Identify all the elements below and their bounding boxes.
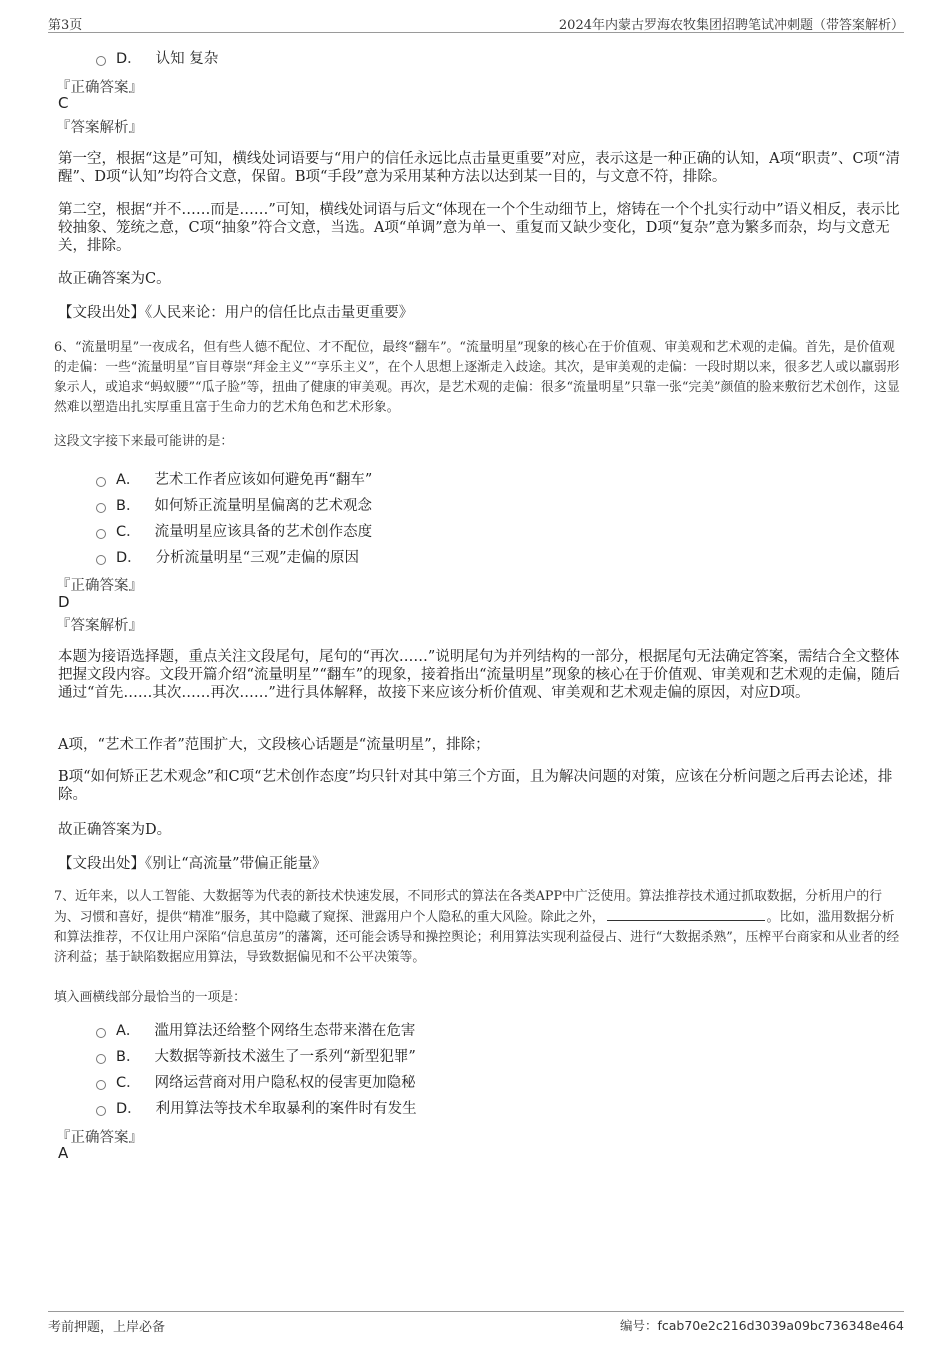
correct-answer-value: C [58,94,69,112]
page-footer [48,1311,904,1336]
q6-option-c[interactable]: C． 流量明星应该具备的艺术创作态度 [96,520,372,541]
question-prompt: 填入画横线部分最恰当的一项是： [54,990,246,1005]
question-stem: 7、近年来，以人工智能、大数据等为代表的新技术快速发展，不同形式的算法在各类APP中广泛使用。算法推荐技术通过抓取数据，分析用户的行为、习惯和喜好，提供“精准”服务，其中隐藏了窥探、泄露用户个人隐私的重大风险。除此之外， 。比如，滥用数据分析和算法推荐，不仅让用户深陷“信息茧房”的藩篱，还可能会诱导和操控舆论；利用算法实现利益侵占、进行“大数据杀熟”，压榨平台商家和从业者的经济利益；基于缺陷数据应用算法，导致数据偏见和不公平决策等。 [54,889,900,965]
q6-option-d[interactable]: D． 分析流量明星“三观”走偏的原因 [96,546,359,567]
correct-answer-label: 『正确答案』 [56,80,143,96]
page-header [48,12,904,33]
question-prompt: 这段文字接下来最可能讲的是： [54,434,234,449]
analysis-paragraph: B项“如何矫正艺术观念”和C项“艺术创作态度”均只针对其中第三个方面，且为解决问题的对策，应该在分析问题之后再去论述，排除。 [58,769,893,803]
source-citation: 【文段出处】《人民来论：用户的信任比点击量更重要》 [58,305,414,321]
correct-answer-value: A [58,1144,69,1162]
radio-icon[interactable] [96,1054,106,1064]
document-title: 2024年内蒙古罗海农牧集团招聘笔试冲刺题（带答案解析） [558,18,904,33]
radio-icon[interactable] [96,555,106,565]
radio-icon[interactable] [96,503,106,513]
q6-option-a[interactable]: A． 艺术工作者应该如何避免再“翻车” [96,468,372,489]
analysis-label: 『答案解析』 [56,120,143,136]
q6-option-b[interactable]: B． 如何矫正流量明星偏离的艺术观念 [96,494,372,515]
radio-icon[interactable] [96,1080,106,1090]
correct-answer-value: D [58,593,70,611]
footer-slogan: 考前押题，上岸必备 [48,1320,166,1335]
correct-answer-label: 『正确答案』 [56,1130,143,1146]
radio-icon[interactable] [96,477,106,487]
analysis-paragraph: 第一空，根据“这是”可知，横线处词语要与“用户的信任永远比点击量更重要”对应，表示这是一种正确的认知，A项“职责”、C项“清醒”、D项“认知”均符合文意，保留。B项“手段”意为采用某种方法以达到某一目的，与文意不符，排除。 [58,151,900,185]
analysis-paragraph: 本题为接语选择题，重点关注文段尾句，尾句的“再次……”说明尾句为并列结构的一部分，根据尾句无法确定答案，需结合全文整体把握文段内容。文段开篇介绍“流量明星”“翻车”的现象，接着指出“流量明星”现象的核心在于价值观、审美观和艺术观的走偏，随后通过“首先……其次……再次……”进行具体解释，故接下来应该分析价值观、审美观和艺术观走偏的原因，对应D项。 [58,649,900,701]
radio-icon[interactable] [96,1106,106,1116]
fill-in-blank [607,907,765,921]
radio-icon[interactable] [96,529,106,539]
radio-icon[interactable] [96,1028,106,1038]
document-id: 编号：fcab70e2c216d3039a09bc736348e464 [619,1318,904,1333]
source-citation: 【文段出处】《别让“高流量”带偏正能量》 [58,856,327,872]
q7-option-c[interactable]: C． 网络运营商对用户隐私权的侵害更加隐秘 [96,1071,416,1092]
analysis-conclusion: 故正确答案为C。 [58,271,171,287]
q7-option-d[interactable]: D． 利用算法等技术牟取暴利的案件时有发生 [96,1097,417,1118]
analysis-paragraph: 第二空，根据“并不……而是……”可知，横线处词语与后文“体现在一个个生动细节上，熔铸在一个个扎实行动中”语义相反，表示比较抽象、笼统之意，C项“抽象”符合文意，当选。A项“单调”意为单一、重复而又缺少变化，D项“复杂”意为繁多而杂，均与文意无关，排除。 [58,202,900,254]
q5-option-d[interactable]: D． 认知 复杂 [96,47,218,68]
q7-option-b[interactable]: B． 大数据等新技术滋生了一系列“新型犯罪” [96,1045,416,1066]
correct-answer-label: 『正确答案』 [56,578,143,594]
page-number: 第3页 [48,18,83,33]
q7-option-a[interactable]: A． 滥用算法还给整个网络生态带来潜在危害 [96,1019,415,1040]
analysis-label: 『答案解析』 [56,618,143,634]
analysis-conclusion: 故正确答案为D。 [58,822,172,838]
question-stem: 6、“流量明星”一夜成名，但有些人德不配位、才不配位，最终“翻车”。“流量明星”现象的核心在于价值观、审美观和艺术观的走偏。首先，是价值观的走偏：一些“流量明星”盲目尊崇“拜金主义”“享乐主义”，在个人思想上逐渐走入歧途。其次，是审美观的走偏：一段时期以来，很多艺人或以羸弱形象示人，或追求“蚂蚁腰”“瓜子脸”等，扭曲了健康的审美观。再次，是艺术观的走偏：很多“流量明星”只靠一张“完美”颜值的脸来敷衍艺术创作，这显然难以塑造出扎实厚重且富于生命力的艺术角色和艺术形象。 [54,340,900,415]
radio-icon[interactable] [96,56,106,66]
analysis-paragraph: A项，“艺术工作者”范围扩大，文段核心话题是“流量明星”，排除； [58,737,490,753]
